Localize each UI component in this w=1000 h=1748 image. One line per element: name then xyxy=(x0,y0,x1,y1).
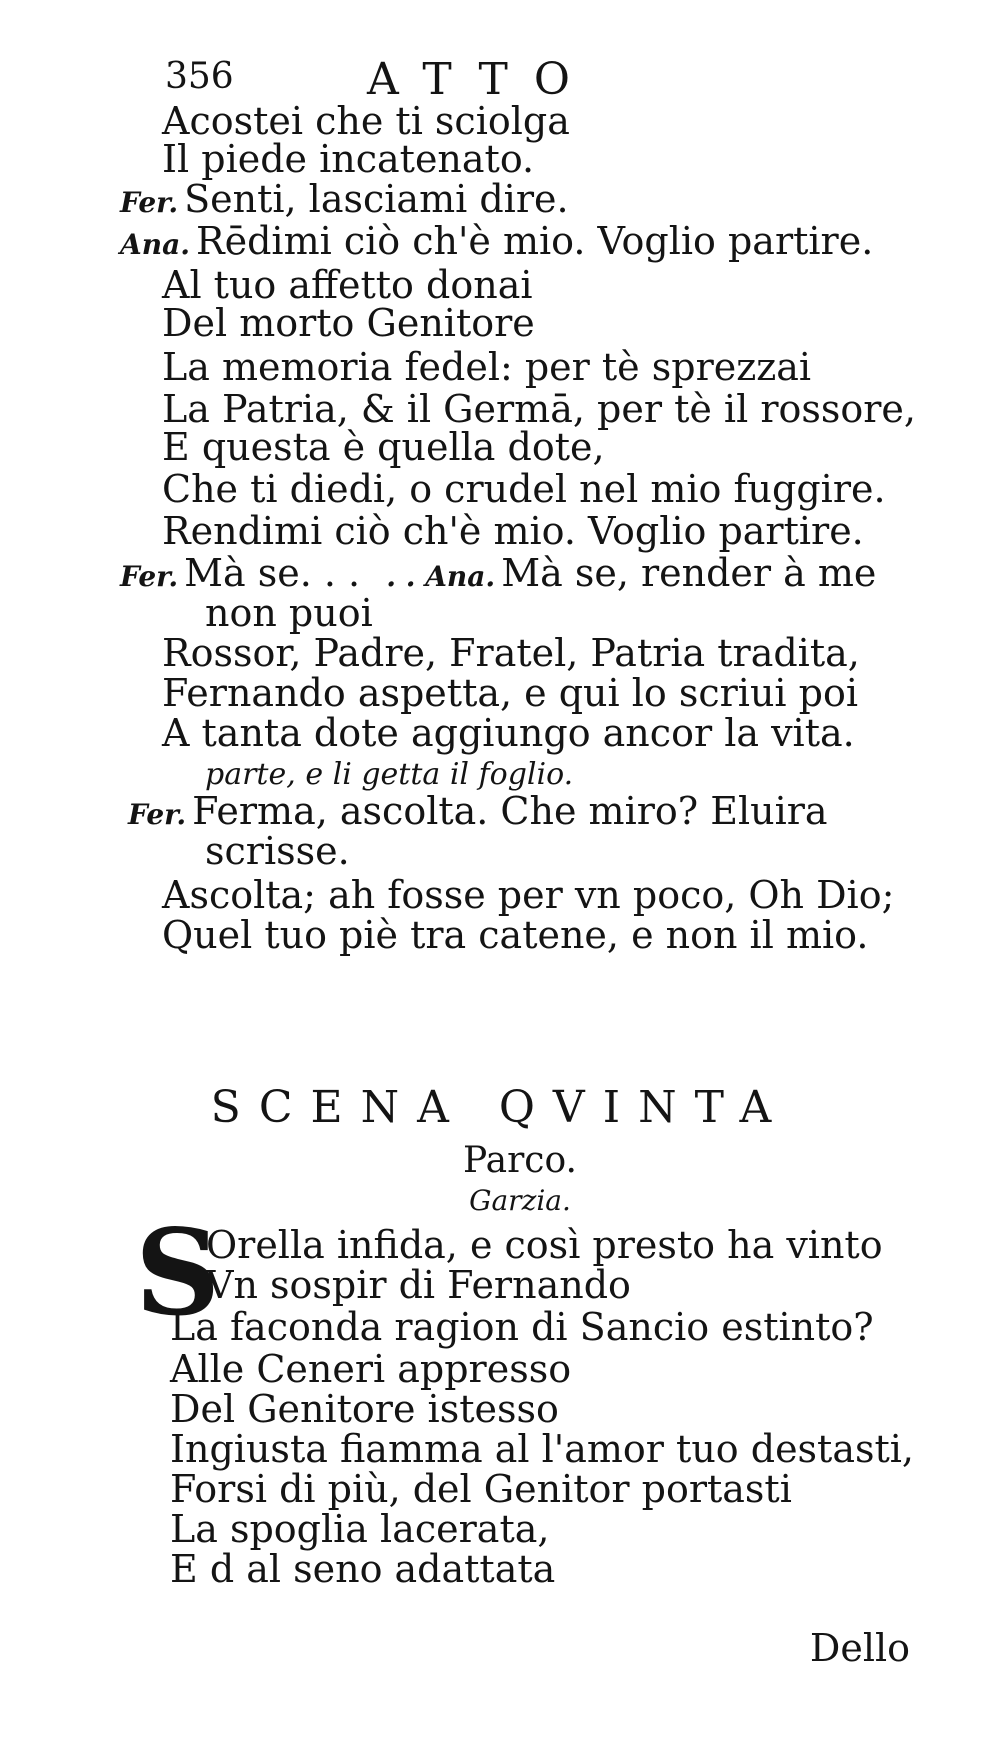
scene-title: SCENA QVINTA xyxy=(210,1082,790,1133)
verse-line: Vn sospir di Fernando xyxy=(206,1263,631,1307)
verse-line: Orella infida, e così presto ha vinto xyxy=(206,1223,883,1267)
verse-line: Del Genitore istesso xyxy=(170,1387,559,1431)
verse-line: Quel tuo piè tra catene, e non il mio. xyxy=(162,913,869,957)
stage-direction: parte, e li getta il foglio. xyxy=(205,757,574,792)
drop-cap: S xyxy=(135,1203,221,1342)
verse-line: La Patria, & il Germā, per tè il rossore, xyxy=(162,387,916,431)
verse-line: Fer. Ferma, ascolta. Che miro? Eluira xyxy=(128,789,828,833)
verse-line: La spoglia lacerata, xyxy=(170,1507,550,1551)
verse-line: E questa è quella dote, xyxy=(162,425,605,469)
verse-line: Ana. Rēdimi ciò ch'è mio. Voglio partire. xyxy=(120,219,874,263)
verse-line: Fer. Senti, lasciami dire. xyxy=(120,177,569,221)
running-title: ATTO xyxy=(367,54,596,105)
scene-place: Parco. xyxy=(463,1140,577,1181)
page-number: 356 xyxy=(165,56,234,97)
verse-line: non puoi xyxy=(205,591,373,635)
verse-line: scrisse. xyxy=(205,829,350,873)
scene-character: Garzia. xyxy=(469,1184,571,1217)
speaker-label: Fer. xyxy=(120,560,179,593)
speaker-label: Fer. xyxy=(120,186,179,219)
verse-line: La memoria fedel: per tè sprezzai xyxy=(162,345,812,389)
verse-line: Al tuo affetto donai xyxy=(162,263,533,307)
verse-line: Che ti diedi, o crudel nel mio fuggire. xyxy=(162,467,886,511)
speaker-label: Ana. xyxy=(120,228,190,261)
verse-line: Ingiusta fiamma al l'amor tuo destasti, xyxy=(170,1427,914,1471)
verse-line: Ascolta; ah fosse per vn poco, Oh Dio; xyxy=(162,873,895,917)
verse-line: Forsi di più, del Genitor portasti xyxy=(170,1467,792,1511)
speaker-label: . . Ana. xyxy=(386,560,496,593)
verse-line: Rossor, Padre, Fratel, Patria tradita, xyxy=(162,631,860,675)
verse-line: A tanta dote aggiungo ancor la vita. xyxy=(162,711,855,755)
verse-line: Acostei che ti sciolga xyxy=(162,99,570,143)
verse-line: Fer. Mà se. . . . . Ana. Mà se, render à me xyxy=(120,551,877,595)
verse-line: Fernando aspetta, e qui lo scriui poi xyxy=(162,671,859,715)
catchword: Dello xyxy=(809,1626,910,1670)
verse-line: E d al seno adattata xyxy=(170,1547,556,1591)
verse-line: Il piede incatenato. xyxy=(162,137,535,181)
verse-line: Alle Ceneri appresso xyxy=(170,1347,572,1391)
verse-line: La faconda ragion di Sancio estinto? xyxy=(170,1305,874,1349)
verse-line: Rendimi ciò ch'è mio. Voglio partire. xyxy=(162,509,864,553)
speaker-label: Fer. xyxy=(128,798,187,831)
verse-line: Del morto Genitore xyxy=(162,301,535,345)
